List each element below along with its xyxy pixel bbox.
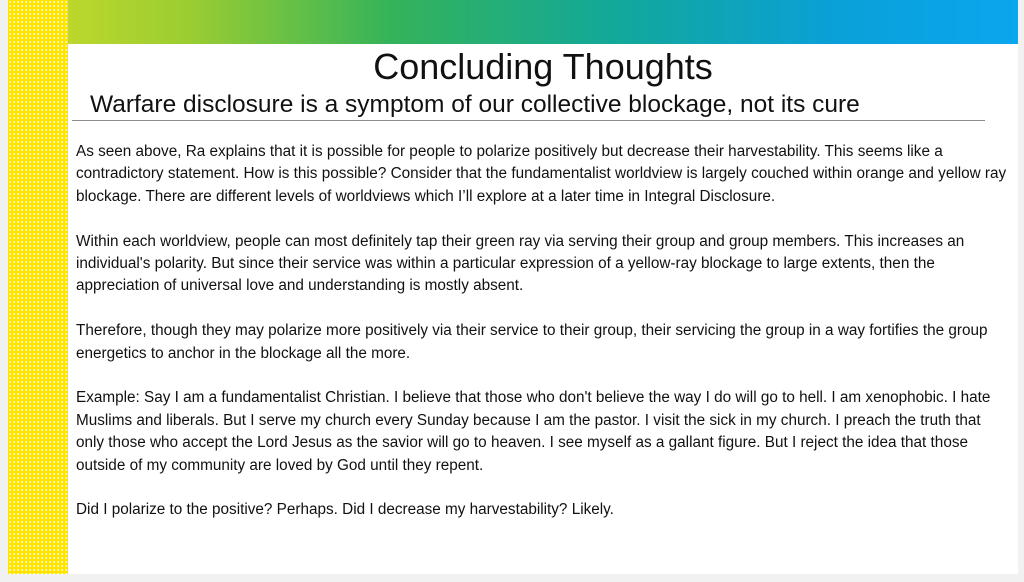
paragraph-2: Within each worldview, people can most definitely tap their green ray via serving their group and group members. This increases an individual's polarity. But since their service was within a particular expression of a yellow-ray blockage to large extents, then the appreciation of universal love and understanding is mostly absent. bbox=[76, 232, 965, 295]
slide-body bbox=[76, 141, 1012, 544]
paragraph-4: Example: Say I am a fundamentalist Christian. I believe that those who don't believe the way I do will go to hell. I am xenophobic. I hate Muslims and liberals. But I serve my church every Sunday because I am the pastor. I visit the sick in my church. I preach the truth that only those who accept the Lord Jesus as the savior will go to heaven. I see myself as a gallant figure. But I reject the idea that those outside of my community are loved by God until they repent. bbox=[76, 389, 991, 474]
slide bbox=[8, 0, 1018, 574]
gradient-header-band bbox=[8, 0, 1018, 44]
slide-title: Concluding Thoughts bbox=[373, 46, 713, 87]
subtitle-divider bbox=[72, 120, 985, 121]
yellow-dotted-sidebar bbox=[8, 0, 68, 574]
paragraph-1: As seen above, Ra explains that it is possible for people to polarize positively but decrease their harvestability. This seems like a contradictory statement. How is this possible? Consider that the fundamentalist worldview is largely couched within orange and yellow ray blockage. There are different levels of worldviews which I’ll explore at a later time in Integral Disclosure. bbox=[76, 143, 1007, 205]
paragraph-5: Did I polarize to the positive? Perhaps. Did I decrease my harvestability? Likely. bbox=[76, 501, 614, 519]
paragraph-3: Therefore, though they may polarize more positively via their service to their group, their servicing the group in a way fortifies the group energetics to anchor in the blockage all the more. bbox=[76, 322, 988, 362]
slide-subtitle: Warfare disclosure is a symptom of our collective blockage, not its cure bbox=[90, 91, 860, 118]
